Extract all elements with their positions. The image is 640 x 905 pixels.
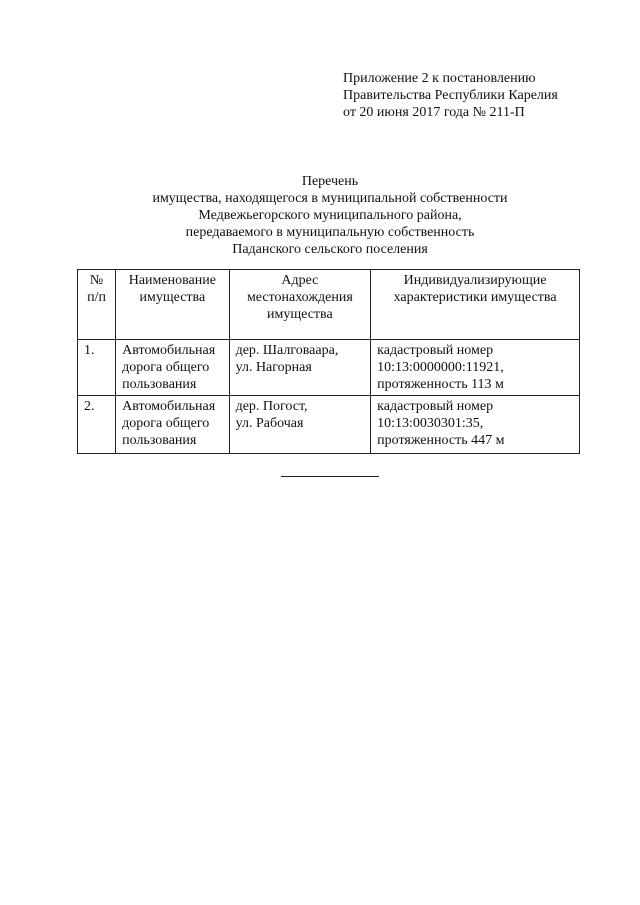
- cell-text: пользования: [122, 433, 197, 448]
- cell-text: дорога общего: [122, 416, 210, 431]
- cell-text: кадастровый номер: [377, 343, 494, 358]
- cell-text: дер. Шалговаара,: [235, 343, 339, 358]
- header-characteristics: [371, 270, 580, 340]
- appendix-line: Правительства Республики Карелия: [343, 88, 558, 103]
- cell-characteristics: [371, 396, 580, 454]
- cell-text: кадастровый номер: [377, 399, 494, 414]
- cell-address: [229, 340, 371, 396]
- appendix-note: [343, 70, 623, 121]
- table-row: [78, 340, 580, 396]
- cell-text: дер. Погост,: [235, 399, 308, 414]
- header-text: местонахождения: [246, 290, 353, 305]
- cell-text: ул. Рабочая: [235, 416, 304, 431]
- end-divider: [281, 476, 379, 477]
- cell-address: [229, 396, 371, 454]
- property-table: [77, 269, 580, 454]
- cell-text: протяженность 447 м: [377, 433, 505, 448]
- heading-line: Медвежьегорского муниципального района,: [198, 208, 462, 223]
- cell-text: дорога общего: [122, 360, 210, 375]
- table-header-row: [78, 270, 580, 340]
- cell-text: ул. Нагорная: [235, 360, 312, 375]
- cell-characteristics: [371, 340, 580, 396]
- cell-text: 10:13:0030301:35,: [377, 416, 484, 431]
- header-text: Наименование: [128, 273, 216, 288]
- header-name: [116, 270, 229, 340]
- header-text: имущества: [139, 290, 206, 305]
- appendix-line: от 20 июня 2017 года № 211-П: [343, 105, 525, 120]
- cell-text: Автомобильная: [122, 343, 216, 358]
- cell-num: 1.: [78, 340, 116, 396]
- cell-text: 10:13:0000000:11921,: [377, 360, 504, 375]
- header-text: п/п: [87, 290, 106, 305]
- header-text: Индивидуализирующие: [403, 273, 547, 288]
- table-header: [78, 270, 580, 340]
- header-text: имущества: [267, 307, 333, 322]
- header-text: Адрес: [281, 273, 319, 288]
- heading-line: передаваемого в муниципальную собственность: [185, 225, 475, 240]
- header-address: [229, 270, 371, 340]
- heading-line: имущества, находящегося в муниципальной собственности: [152, 191, 508, 206]
- appendix-line: Приложение 2 к постановлению: [343, 71, 536, 86]
- heading-line: Паданского сельского поселения: [232, 242, 428, 257]
- cell-text: протяженность 113 м: [377, 377, 504, 392]
- header-text: характеристики имущества: [393, 290, 557, 305]
- header-text: №: [89, 273, 104, 288]
- heading-title: Перечень: [301, 174, 359, 189]
- cell-text: пользования: [122, 377, 197, 392]
- cell-text: Автомобильная: [122, 399, 216, 414]
- cell-name: [116, 396, 229, 454]
- document-heading: [80, 173, 580, 258]
- cell-name: [116, 340, 229, 396]
- table-row: [78, 396, 580, 454]
- header-num: [78, 270, 116, 340]
- cell-num: 2.: [78, 396, 116, 454]
